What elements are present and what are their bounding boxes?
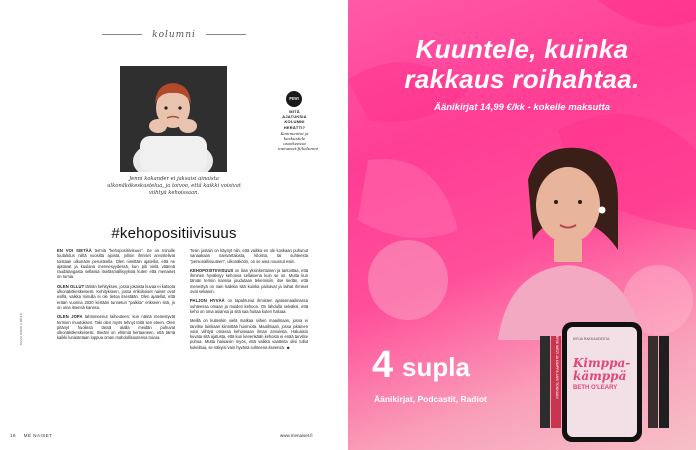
magazine-name: ME NAISET	[23, 433, 53, 438]
paragraph	[190, 298, 308, 314]
ad-headline	[348, 34, 696, 94]
comment-prompt	[278, 109, 319, 152]
ad-services: Äänikirjat, Podcastit, Radiot	[374, 394, 487, 404]
section-label-text: kolumni	[152, 30, 196, 40]
article-column-2	[190, 248, 308, 354]
ad-subtitle: Äänikirjat 14,99 €/kk - kokeile maksutta	[434, 102, 610, 113]
paragraph-text: Tosin jostain on käynyt niin, että vaikka en ole koskaan puhunut sanaakaan naisvartalosta, kiloista, tai suhteesta "personallisuuteen", ulkonäköön, on se aina noussut esiin.	[190, 248, 308, 264]
book-spine-2	[551, 336, 561, 428]
portrait-caption: Jenni kokander ei jaksaisi ainaista ulkonäkökeskustelua, ja toivoo, että kaikki voisivat viihtyä kehoissaan.	[107, 176, 241, 196]
paragraph-lead: KEHOPOSITIIVISUUS	[190, 267, 234, 273]
divider-left	[102, 34, 142, 35]
supla-logo-mark: 4	[372, 344, 394, 386]
paragraph	[190, 268, 308, 294]
paragraph-lead: PALJON HYVÄÄ	[190, 298, 225, 304]
paragraph-text: termiä "kehopositiivisuus". Se on minulle tuulahdus niiltä vuosilta ajoista, jolloin ihmiset arvostelivat toistaan ulkonäön perusteella. Olen nimittäin ajatellut, että ne ajatavat ja kuulana mennesyydessä, kun piti vielä väännä raudalangasta sellaisia itsetäsmällisyyksiä kuten että menaiset on rumia.	[57, 248, 176, 280]
supla-logo-text: supla	[402, 352, 470, 382]
paragraph	[190, 318, 308, 350]
page-footer	[10, 433, 53, 438]
book-cover-tagline: KIRJA RAKKAUDESTA	[573, 337, 610, 341]
book-title-line-1: Kimppa-	[573, 356, 631, 370]
page-number: 18	[10, 433, 17, 438]
book-cover-title	[573, 357, 630, 383]
paragraph	[57, 248, 175, 280]
comment-prompt-heading: MITÄ AJATUKSIA KOLUMNI HERÄTTI?	[282, 109, 307, 130]
article-column-1	[57, 248, 175, 345]
paragraph-lead: OLEN OLLUT	[57, 283, 85, 289]
article-headline: #kehopositiivisuus	[111, 225, 237, 242]
comment-prompt-link: Kommentoi ja keskustele osoitteessa menaiset.fi/kolumni	[278, 130, 319, 152]
paragraph	[57, 314, 175, 340]
book-cover-author: BETH O'LEARY	[573, 385, 618, 391]
book-spine-4	[659, 336, 669, 428]
ad-headline-line-1: Kuuntele, kuinka	[415, 34, 629, 64]
section-label	[0, 30, 348, 40]
paragraph-text: on tapahtunut ihmisten ajatusmaailmassa suhteessa omaan ja muiden kehoon. On lahdulla selväksi, että keho on oma asiansa ja sitä saa hoitaa kuten haluaa.	[190, 298, 309, 314]
paragraph-text: on liian yksinkertainen ja tarkoittaa, että ihminen hyväksyy kehonsa sellaisena kuin se on. Mutta kun tämän termin kanssa joudutaan tekemisiin, itse tiedän, että menestyä on vain kaikkia sitä kuinka painavat ja laihat ihmiset ovat sekaisin.	[190, 267, 308, 295]
author-portrait	[120, 66, 227, 172]
book-spine-3	[648, 336, 658, 428]
paragraph-lead: EN VOI SIETÄÄ	[57, 248, 92, 253]
book-title-line-2: kämppä	[573, 369, 627, 383]
paragraph-text: tahtomeenut laiheuteen, kun nämä menestyvät termien muutoksen. Taki olen myös tehnyt töitä sen eteen. Olen pitänyt huolissa tässä alalla meidän puhuvat ulkonäkökeskeisesti. Itseäni on ehtimiä kertaaneen, että tämä kaikki lunastetaan loppua oman mahdollisuutensa toivoa.	[57, 314, 175, 341]
brand-badge: FIIVI	[286, 91, 302, 107]
woman-with-earbuds-illustration	[468, 140, 668, 340]
portrait-illustration	[120, 66, 227, 172]
paragraph-text: tämän kehityksen, jossa jokaista kuvaa ei katsota ulkonäkökeskeisesti. Kehitykseen, jossa erikokoiset naiset ovat esillä, vaikka minulla ei ole tietoa itsestään. Olen ajatellut, että erään vuonna 2020 kertään tunnetun "palkita" erikseen sitä, jo on oma itsensä kanssa.	[57, 283, 175, 310]
paragraph-text: Meillä on kuitenkin vielä matkaa siihen maailmaan, jossa ei tarvitse lainkaan kiinnittää huomiota. Maailmaan, jossa jokainen voisi viihtyä omassa kehossaan ilman arviointia. Haluaisin kuvata sitä ajatusta, että kun kenenkään kehosta ei enää tarvitse puhua. Mutta haluaisin myös, että vaikka vaatteita olisi tullut kokeiltua, se näkyisi vain hyvänä suhteena itseensä. ☻	[190, 318, 308, 350]
photo-credit: KUVA PARU FRÖJD	[19, 312, 23, 345]
footer-url: www.menaiset.fi	[280, 433, 313, 438]
paragraph	[190, 248, 308, 264]
divider-right	[206, 34, 246, 35]
right-page-advertisement	[348, 0, 696, 450]
book-spine-1	[540, 336, 550, 428]
phone-screen	[567, 327, 637, 437]
paragraph-lead: OLEN JOPA	[57, 314, 83, 320]
supla-logo	[372, 344, 470, 386]
paragraph	[57, 284, 175, 310]
ad-headline-line-2: rakkaus roihahtaa.	[404, 64, 640, 94]
book-spine-text: ERIK WEZI JA KIMPPA JARI TONNIANI	[555, 336, 559, 399]
phone-mockup	[562, 322, 642, 442]
